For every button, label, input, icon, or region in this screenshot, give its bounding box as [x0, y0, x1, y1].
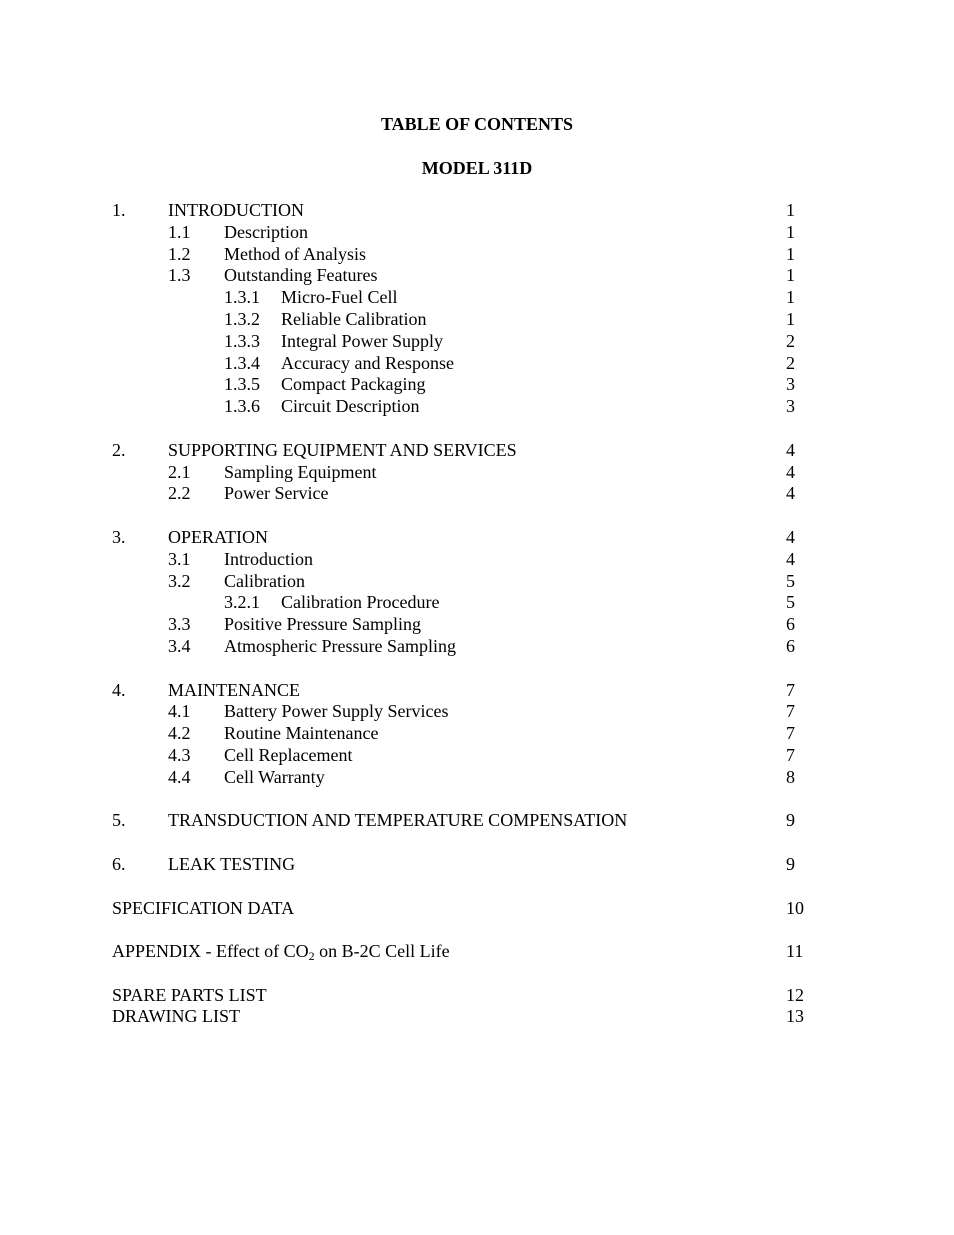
toc-entry-number: 1.3.3 — [224, 330, 260, 351]
model-subtitle: MODEL 311D — [421, 158, 533, 178]
toc-entry-page-number: 6 — [786, 614, 795, 635]
toc-entry-number: 4.2 — [168, 723, 191, 744]
toc-entry-number: 5. — [112, 810, 126, 831]
section-gap — [0, 505, 954, 527]
section-gap — [0, 919, 954, 941]
toc-entry-number: 1.3.6 — [224, 396, 260, 417]
toc-entry-page-number: 10 — [786, 897, 804, 918]
toc-entry[interactable] — [0, 854, 954, 876]
toc-entry[interactable] — [0, 985, 954, 1007]
toc-entry-page-number: 4 — [786, 526, 795, 547]
toc-entry-number: 1.3.1 — [224, 287, 260, 308]
toc-entry-page-number: 7 — [786, 701, 795, 722]
toc-entry-title: Calibration — [224, 570, 305, 591]
toc-entry[interactable] — [0, 374, 954, 396]
toc-entry[interactable] — [0, 636, 954, 658]
toc-entry[interactable] — [0, 200, 954, 222]
toc-entry[interactable] — [0, 745, 954, 767]
toc-entry-title: Calibration Procedure — [281, 592, 440, 613]
toc-entry-page-number: 7 — [786, 744, 795, 765]
toc-entry-title: Circuit Description — [281, 396, 420, 417]
toc-entry-title: Reliable Calibration — [281, 308, 427, 329]
toc-entry-page-number: 8 — [786, 766, 795, 787]
toc-entry-title: Atmospheric Pressure Sampling — [224, 635, 456, 656]
toc-entry-title: Cell Replacement — [224, 744, 353, 765]
toc-entry-page-number: 4 — [786, 483, 795, 504]
toc-entry-number: 1.3 — [168, 265, 191, 286]
toc-entry-page-number: 1 — [786, 221, 795, 242]
toc-entry-title: SPECIFICATION DATA — [112, 897, 295, 918]
toc-entry-number: 4.4 — [168, 766, 191, 787]
toc-entry-page-number: 3 — [786, 396, 795, 417]
toc-entry[interactable] — [0, 331, 954, 353]
toc-entry-number: 1.3.2 — [224, 308, 260, 329]
toc-entry-number: 2.1 — [168, 461, 191, 482]
toc-entry-title: MAINTENANCE — [168, 679, 300, 700]
toc-entry-title: DRAWING LIST — [112, 1006, 241, 1027]
toc-entry-number: 1.2 — [168, 243, 191, 264]
toc-entry[interactable] — [0, 527, 954, 549]
toc-entry[interactable] — [0, 592, 954, 614]
toc-entry[interactable] — [0, 353, 954, 375]
toc-entry-number: 1.3.5 — [224, 374, 260, 395]
toc-entry-title: TRANSDUCTION AND TEMPERATURE COMPENSATION — [168, 810, 628, 831]
toc-entry-number: 2. — [112, 439, 126, 460]
toc-entry-number: 3. — [112, 526, 126, 547]
toc-entry-page-number: 1 — [786, 287, 795, 308]
toc-entry-number: 1.3.4 — [224, 352, 260, 373]
appendix-title-text: APPENDIX - Effect of CO — [112, 941, 309, 962]
toc-entry-page-number: 1 — [786, 243, 795, 264]
toc-entry-page-number: 5 — [786, 570, 795, 591]
toc-entry-page-number: 12 — [786, 984, 804, 1005]
toc-entry-number: 4.1 — [168, 701, 191, 722]
toc-entry[interactable] — [0, 898, 954, 920]
toc-entry-page-number: 7 — [786, 723, 795, 744]
co2-subscript: 2 — [308, 949, 315, 964]
toc-entry-page-number: 4 — [786, 548, 795, 569]
toc-entry-page-number: 3 — [786, 374, 795, 395]
toc-entry[interactable] — [0, 462, 954, 484]
toc-entry[interactable] — [0, 571, 954, 593]
toc-entry-page-number: 9 — [786, 810, 795, 831]
toc-entry-title: Routine Maintenance — [224, 723, 379, 744]
toc-entry-page-number: 13 — [786, 1006, 804, 1027]
toc-entry-title: Battery Power Supply Services — [224, 701, 449, 722]
toc-entry[interactable] — [0, 549, 954, 571]
table-of-contents — [0, 200, 954, 1028]
toc-entry-number: 3.2 — [168, 570, 191, 591]
toc-entry-title: Outstanding Features — [224, 265, 378, 286]
toc-entry-page-number: 4 — [786, 439, 795, 460]
toc-entry[interactable] — [0, 941, 954, 963]
toc-entry-page-number: 6 — [786, 635, 795, 656]
section-gap — [0, 418, 954, 440]
toc-entry[interactable] — [0, 309, 954, 331]
toc-entry-number: 1. — [112, 200, 126, 220]
toc-entry-title: Method of Analysis — [224, 243, 366, 264]
toc-entry-title: SUPPORTING EQUIPMENT AND SERVICES — [168, 439, 517, 460]
toc-entry[interactable] — [0, 701, 954, 723]
toc-entry-page-number: 1 — [786, 308, 795, 329]
toc-entry[interactable] — [0, 723, 954, 745]
toc-entry[interactable] — [0, 396, 954, 418]
toc-entry[interactable] — [0, 287, 954, 309]
toc-entry-page-number: 9 — [786, 853, 795, 874]
toc-entry-title — [112, 941, 450, 963]
toc-entry[interactable] — [0, 265, 954, 287]
toc-entry-number: 3.3 — [168, 614, 191, 635]
toc-entry-number: 3.4 — [168, 635, 191, 656]
toc-entry[interactable] — [0, 680, 954, 702]
appendix-title-text-end: on B-2C Cell Life — [314, 941, 450, 962]
toc-entry-title: LEAK TESTING — [168, 853, 296, 874]
toc-entry[interactable] — [0, 810, 954, 832]
toc-entry-page-number: 5 — [786, 592, 795, 613]
toc-entry-number: 6. — [112, 853, 126, 874]
toc-entry-number: 4. — [112, 679, 126, 700]
toc-entry-title: Description — [224, 221, 308, 242]
toc-entry-title: Positive Pressure Sampling — [224, 614, 421, 635]
toc-entry[interactable] — [0, 244, 954, 266]
toc-entry[interactable] — [0, 767, 954, 789]
toc-entry-number: 4.3 — [168, 744, 191, 765]
section-gap — [0, 658, 954, 680]
toc-entry[interactable] — [0, 222, 954, 244]
toc-entry-page-number: 4 — [786, 461, 795, 482]
toc-entry-title: Cell Warranty — [224, 766, 325, 787]
toc-entry-page-number: 11 — [786, 941, 804, 962]
toc-entry-title: Integral Power Supply — [281, 330, 443, 351]
toc-entry[interactable] — [0, 483, 954, 505]
toc-entry[interactable] — [0, 1006, 954, 1028]
toc-entry-title: Compact Packaging — [281, 374, 426, 395]
toc-entry-title: Accuracy and Response — [281, 352, 454, 373]
toc-entry-title: Power Service — [224, 483, 329, 504]
page-title: TABLE OF CONTENTS — [380, 114, 574, 134]
section-gap — [0, 876, 954, 898]
toc-entry-page-number: 7 — [786, 679, 795, 700]
toc-entry-number: 2.2 — [168, 483, 191, 504]
toc-entry-title: Micro-Fuel Cell — [281, 287, 398, 308]
toc-entry-title: Introduction — [224, 548, 313, 569]
toc-entry-title: SPARE PARTS LIST — [112, 984, 267, 1005]
toc-entry-page-number: 1 — [786, 265, 795, 286]
toc-entry-title: Sampling Equipment — [224, 461, 377, 482]
section-gap — [0, 963, 954, 985]
toc-entry-page-number: 1 — [786, 200, 795, 220]
toc-entry-title: OPERATION — [168, 526, 269, 547]
toc-entry-number: 3.2.1 — [224, 592, 260, 613]
toc-entry-page-number: 2 — [786, 330, 795, 351]
section-gap — [0, 832, 954, 854]
toc-entry-page-number: 2 — [786, 352, 795, 373]
toc-entry-number: 3.1 — [168, 548, 191, 569]
section-gap — [0, 789, 954, 811]
toc-entry-title: INTRODUCTION — [168, 200, 304, 220]
toc-entry-number: 1.1 — [168, 221, 191, 242]
toc-entry[interactable] — [0, 440, 954, 462]
toc-entry[interactable] — [0, 614, 954, 636]
